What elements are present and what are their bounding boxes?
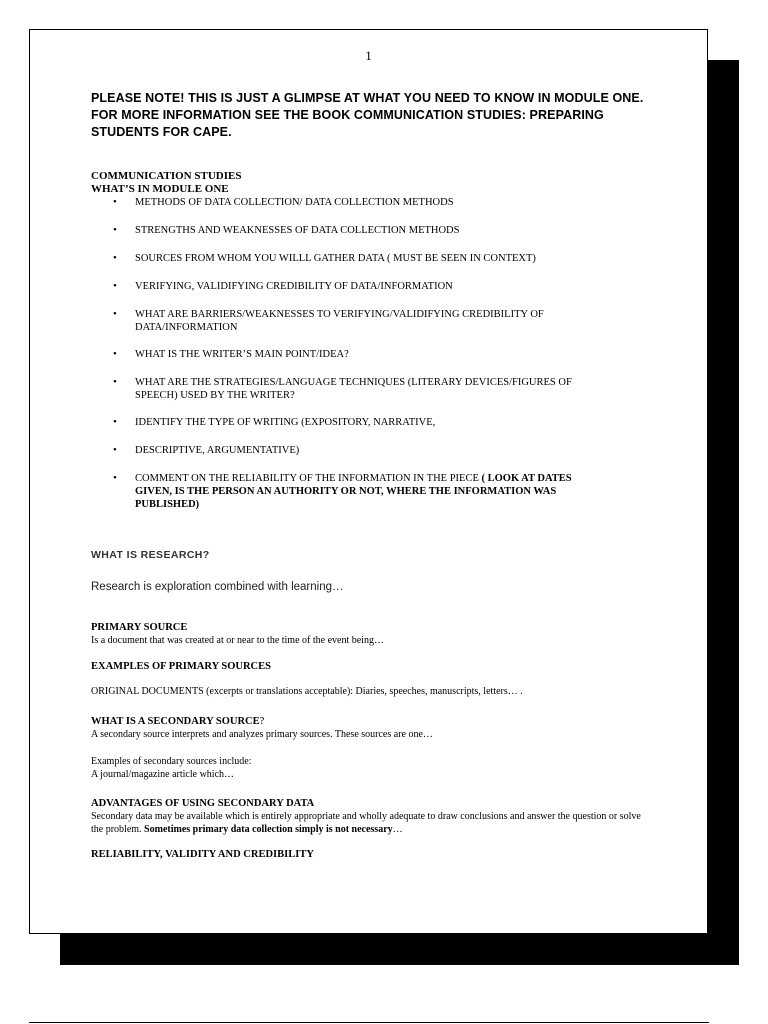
list-item: • COMMENT ON THE RELIABILITY OF THE INFORMATION IN THE PIECE ( LOOK AT DATES GIVEN, IS THE PERSON AN AUTHORITY OR NOT, WHERE THE INFORMATION WAS PUBLISHED): [113, 472, 572, 510]
page-number: 1: [365, 48, 372, 63]
reliability-heading: RELIABILITY, VALIDITY AND CREDIBILITY: [91, 849, 314, 860]
primary-source-section: [91, 621, 651, 647]
reliability-section: [91, 848, 651, 861]
bullet-icon: •: [113, 308, 117, 320]
bullet-icon: •: [113, 252, 117, 264]
list-item: • IDENTIFY THE TYPE OF WRITING (EXPOSITORY, NARRATIVE,: [113, 416, 436, 428]
primary-source-text: Is a document that was created at or near to the time of the event being…: [91, 635, 384, 646]
secondary-source-text: A secondary source interprets and analyzes primary sources. These sources are one…: [91, 729, 433, 740]
list-item: • WHAT ARE BARRIERS/WEAKNESSES TO VERIFYING/VALIDIFYING CREDIBILITY OF DATA/INFORMATION: [113, 308, 544, 333]
module-heading: [91, 170, 241, 196]
secondary-examples-section: [91, 755, 651, 781]
bullet-icon: •: [113, 472, 117, 484]
advantages-text: Secondary data may be available which is entirely appropriate and wholly adequate to draw conclusions and answer the question or solve the problem. Sometimes primary data collection simply is not necessary…: [91, 811, 641, 835]
list-item: • DESCRIPTIVE, ARGUMENTATIVE): [113, 444, 300, 456]
primary-examples-section: [91, 660, 651, 698]
primary-examples-heading: EXAMPLES OF PRIMARY SOURCES: [91, 661, 271, 672]
module-topics-list: [111, 196, 591, 526]
bottom-divider: [29, 1022, 709, 1023]
bullet-icon: •: [113, 348, 117, 360]
primary-source-heading: PRIMARY SOURCE: [91, 622, 188, 633]
list-item: • METHODS OF DATA COLLECTION/ DATA COLLECTION METHODS: [113, 196, 454, 208]
module-heading-line1: COMMUNICATION STUDIES: [91, 170, 242, 182]
advantages-section: [91, 797, 651, 836]
secondary-examples-line2: A journal/magazine article which…: [91, 769, 235, 780]
bullet-icon: •: [113, 196, 117, 208]
list-item: • STRENGTHS AND WEAKNESSES OF DATA COLLECTION METHODS: [113, 224, 460, 236]
bullet-icon: •: [113, 224, 117, 236]
bullet-icon: •: [113, 376, 117, 388]
research-heading: WHAT IS RESEARCH?: [91, 549, 210, 561]
advantages-heading: ADVANTAGES OF USING SECONDARY DATA: [91, 798, 315, 809]
list-item: • VERIFYING, VALIDIFYING CREDIBILITY OF DATA/INFORMATION: [113, 280, 453, 292]
secondary-source-heading: WHAT IS A SECONDARY SOURCE?: [91, 716, 265, 727]
secondary-source-section: [91, 715, 651, 741]
list-item: • WHAT ARE THE STRATEGIES/LANGUAGE TECHNIQUES (LITERARY DEVICES/FIGURES OF SPEECH) USED BY THE WRITER?: [113, 376, 572, 401]
secondary-examples-line1: Examples of secondary sources include:: [91, 756, 252, 767]
note-banner: PLEASE NOTE! THIS IS JUST A GLIMPSE AT WHAT YOU NEED TO KNOW IN MODULE ONE. FOR MORE INFORMATION SEE THE BOOK COMMUNICATION STUDIES: PREPARING STUDENTS FOR CAPE.: [91, 91, 644, 139]
research-text: Research is exploration combined with learning…: [91, 581, 344, 593]
document-page: [29, 29, 708, 934]
list-item: • WHAT IS THE WRITER’S MAIN POINT/IDEA?: [113, 348, 349, 360]
primary-examples-text: ORIGINAL DOCUMENTS (excerpts or translations acceptable): Diaries, speeches, manuscripts, letters… .: [91, 686, 523, 697]
module-heading-line2: WHAT’S IN MODULE ONE: [91, 183, 229, 195]
bullet-icon: •: [113, 416, 117, 428]
bullet-icon: •: [113, 444, 117, 456]
list-item: • SOURCES FROM WHOM YOU WILLL GATHER DATA ( MUST BE SEEN IN CONTEXT): [113, 252, 536, 264]
bullet-icon: •: [113, 280, 117, 292]
